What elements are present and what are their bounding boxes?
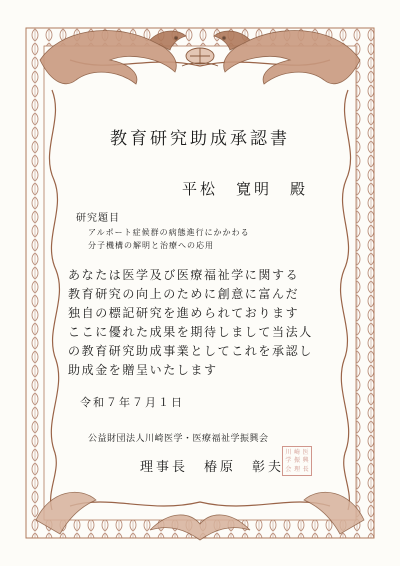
subject-label: 研究題目 [76, 213, 120, 224]
subject-line: アルポート症候群の病態進行にかかわる [88, 228, 250, 237]
seal-char: 理 [293, 466, 300, 474]
body-text-line: 助成金を贈呈いたします [68, 363, 218, 377]
seal-char: 学 [285, 457, 292, 465]
body-text-line: あなたは医学及び医療福祉学に関する [68, 268, 300, 282]
seal-char: 川 [285, 448, 292, 456]
body-text-line: の教育研究助成事業としてこれを承認し [68, 344, 313, 358]
organization-name: 公益財団法人川崎医学・医療福祉学振興会 [88, 434, 269, 444]
body-text-line: 独自の標記研究を進められております [68, 306, 300, 320]
recipient-name: 平松 寛明 殿 [182, 180, 309, 198]
seal-char: 崎 [293, 448, 300, 456]
certificate-title: 教育研究助成承認書 [110, 129, 290, 149]
seal-char: 長 [302, 466, 309, 474]
seal-char: 振 [293, 457, 300, 465]
issue-date: 令和７年７月１日 [80, 396, 184, 409]
seal-char: 興 [302, 457, 309, 465]
signer-name: 理事長 椿原 彰夫 [140, 460, 285, 475]
body-text-line: 教育研究の向上のために創意に富んだ [68, 287, 300, 301]
body-text-line: ここに優れた成果を期待しまして当法人 [68, 325, 313, 339]
seal-char: 会 [285, 466, 292, 474]
subject-line: 分子機構の解明と治療への応用 [88, 241, 214, 250]
official-seal-stamp [282, 446, 312, 476]
seal-char: 医 [302, 448, 309, 456]
